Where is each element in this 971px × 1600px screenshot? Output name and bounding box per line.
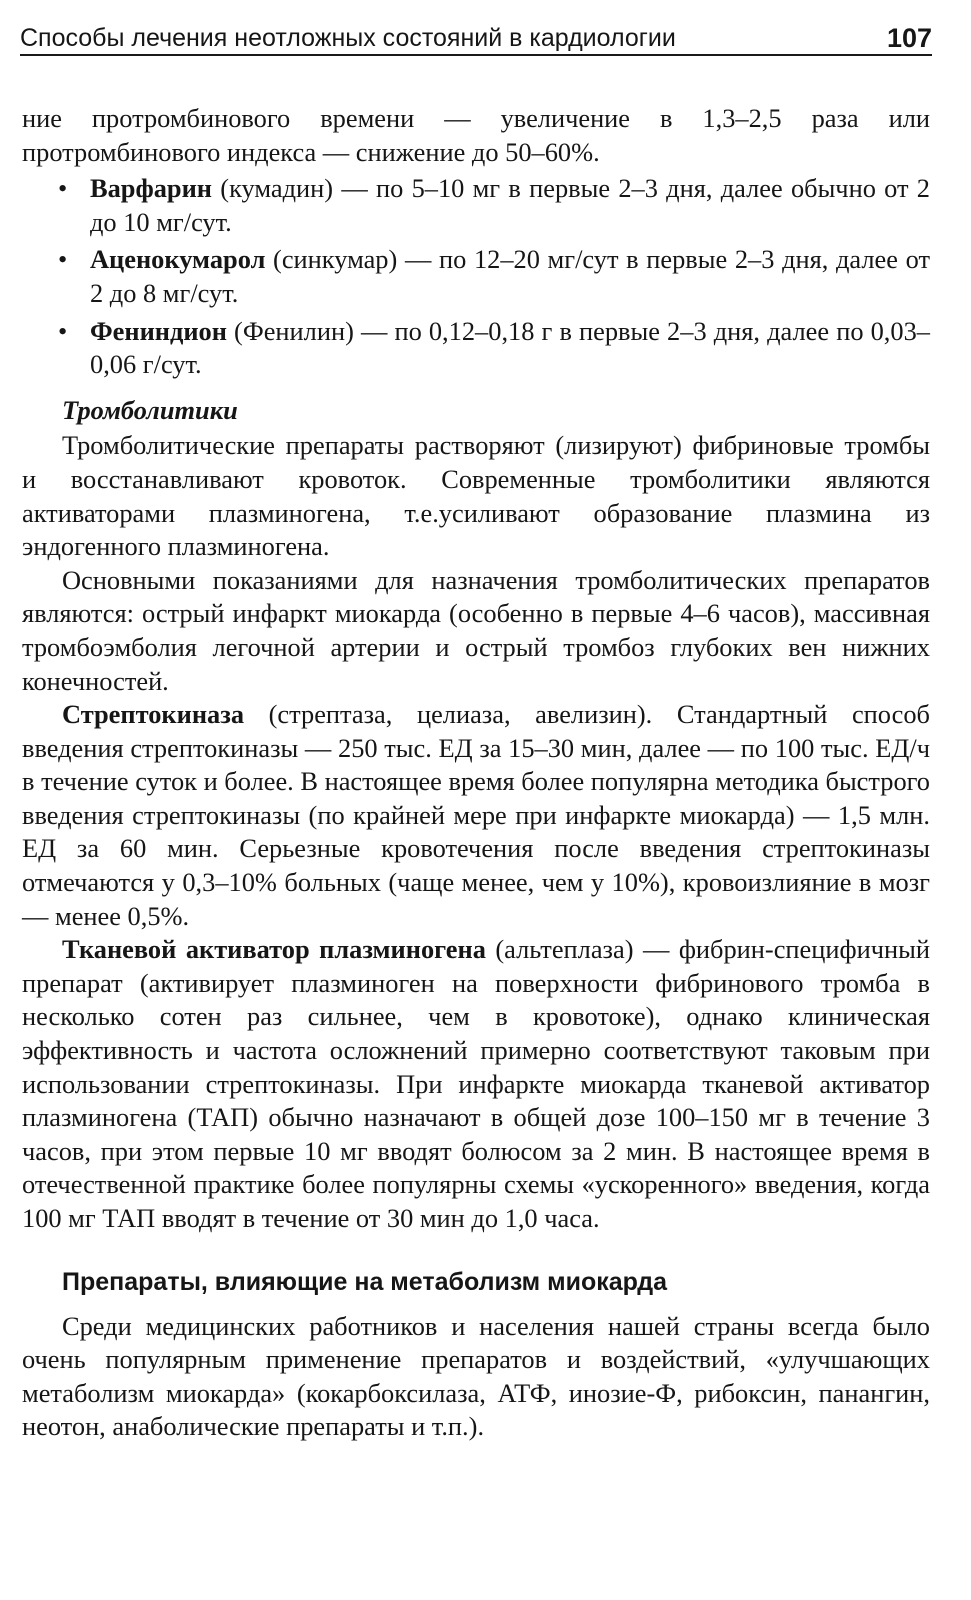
bullet-mark: • — [58, 173, 68, 204]
list-item-phenindione — [22, 315, 930, 382]
chapter-title: Способы лечения неотложных состояний в кардиологии — [20, 24, 676, 52]
anticoagulant-list — [22, 172, 930, 382]
main-text — [22, 102, 930, 1444]
drug-name: Варфарин — [90, 173, 213, 204]
page-number: 107 — [886, 23, 932, 53]
streptokinase-paragraph — [22, 698, 930, 933]
paragraph-text: (альтеплаза) — фибрин-специфичный препарат (активирует плазминоген на поверхности фибринового тромба в несколько сотен раз сильнее, чем в кровотоке), однако клиническая эффективность и частота осложнений примерно соответствуют таковым при использовании стрептокиназы. При инфаркте миокарда тканевой активатор плазминогена (ТАП) обычно назначают в общей дозе 100–150 мг в течение 3 часов, при этом первые 10 мг вводят болюсом за 2 мин. В настоящее время в отечественной практике более популярны схемы «ускоренного» введения, когда 100 мг ТАП вводят в течение от 30 мин до 1,0 часа. — [22, 934, 930, 1233]
tpa-paragraph — [22, 933, 930, 1235]
list-item-acenocoumarol — [22, 243, 930, 310]
thrombolytics-paragraph-1: Тромболитические препараты растворяют (лизируют) фибриновые тромбы и восстанавливают кровоток. Современные тромболитики являются активаторами плазминогена, т.е.усиливают образование плазмина из эндогенного плазминогена. — [22, 430, 930, 562]
drug-name: Аценокумарол — [90, 244, 266, 275]
section-heading-metabolism: Препараты, влияющие на метаболизм миокарда — [62, 1267, 668, 1296]
thrombolytics-heading: Тромболитики — [62, 394, 238, 425]
intro-paragraph: ние протромбинового времени — увеличение в 1,3–2,5 раза или протромбинового индекса — снижение до 50–60%. — [22, 103, 930, 167]
list-item-warfarin — [22, 172, 930, 239]
drug-name: Тканевой активатор плазминогена — [62, 934, 486, 965]
running-header — [20, 20, 932, 56]
drug-dosage: (синкумар) — по 12–20 мг/сут в первые 2–3 дня, далее от 2 до 8 мг/сут. — [90, 244, 930, 308]
thrombolytics-paragraph-2: Основными показаниями для назначения тромболитических препаратов являются: острый инфаркт миокарда (особенно в первые 4–6 часов), массивная тромбоэмболия легочной артерии и острый тромбоз глубоких вен нижних конечностей. — [22, 564, 930, 696]
drug-dosage: (кумадин) — по 5–10 мг в первые 2–3 дня, далее обычно от 2 до 10 мг/сут. — [90, 173, 930, 237]
drug-name: Стрептокиназа — [62, 699, 245, 730]
drug-name: Фениндион — [90, 315, 227, 346]
paragraph-text: (стрептаза, целиаза, авелизин). Стандартный способ введения стрептокиназы — 250 тыс. ЕД за 15–30 мин, далее — по 100 тыс. ЕД/ч в течение суток и более. В настоящее время более популярна методика быстрого введения стрептокиназы (по крайней мере при инфаркте миокарда) — 1,5 млн. ЕД за 60 мин. Серьезные кровотечения после введения стрептокиназы отмечаются у 0,3–10% больных (чаще менее, чем у 10%), кровоизлияние в мозг — менее 0,5%. — [22, 699, 930, 931]
bullet-mark: • — [58, 315, 68, 346]
drug-dosage: (Фенилин) — по 0,12–0,18 г в первые 2–3 дня, далее по 0,03–0,06 г/сут. — [90, 315, 930, 380]
metabolism-paragraph: Среди медицинских работников и населения нашей страны всегда было очень популярным применение препаратов и воздействий, «улучшающих метаболизм миокарда» (кокарбоксилаза, АТФ, инозие-Ф, рибоксин, панангин, неотон, анаболические препараты и т.п.). — [22, 1310, 930, 1442]
bullet-mark: • — [58, 244, 68, 275]
